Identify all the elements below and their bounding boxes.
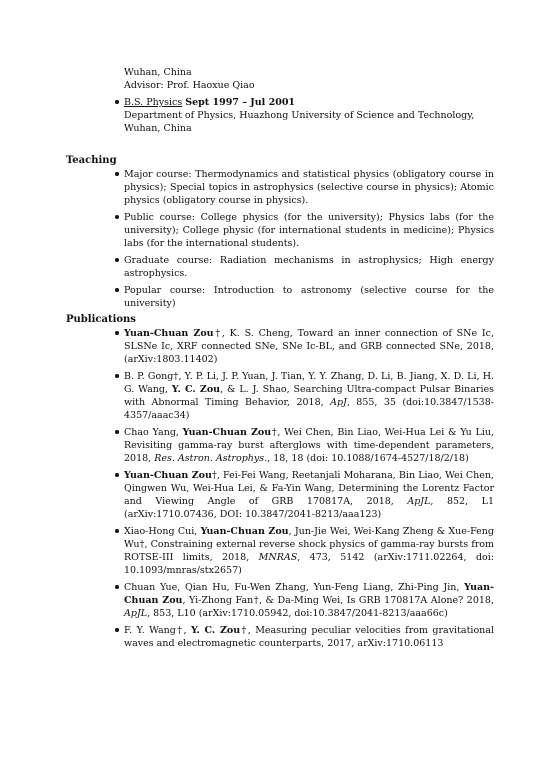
publication-text: F. Y. Wang†, [124,625,191,636]
author-highlight: Yuan-Chuan Zou [182,427,272,438]
teaching-list [124,168,494,314]
publication-text: Chuan Yue, Qian Hu, Fu-Wen Zhang, Yun-Feng Liang, Zhi-Ping Jin, [124,582,465,593]
publication-text: , 18, 18 (doi: 10.1088/1674-4527/18/2/18) [267,453,469,464]
author-highlight: Y. C. Zou [171,384,221,395]
bs-dates: Sept 1997 – Jul 2001 [185,97,296,108]
education-location: Wuhan, China [124,67,192,78]
publication-text: †, K. S. Cheng, Toward an inner connection of SNe Ic, SLSNe Ic, XRF connected SNe, SNe Ic-BL, and GRB connected SNe, 2018, (arXiv:1803.11402) [124,328,494,365]
bs-department: Department of Physics, Huazhong University of Science and Technology, Wuhan, China [124,110,475,134]
publication-text: , 855, 35 (doi:10.3847/1538-4357/aaac34) [124,397,494,421]
publication-text: , 852, L1 (arXiv:1710.07436, DOI: 10.3847/2041-8213/aaa123) [124,496,494,520]
teaching-item: Major course: Thermodynamics and statistical physics (obligatory course in physics); Special topics in astrophysics (selective course in physics); Atomic physics (obligatory course in physics). [124,169,494,206]
journal-name: Res. Astron. Astrophys. [154,453,268,464]
publication-item [124,327,494,366]
publication-text: , 853, L10 (arXiv:1710.05942, doi:10.3847/2041-8213/aaa66c) [147,608,448,619]
journal-name: ApJL [124,608,148,619]
publication-item [124,370,494,422]
publication-text: , Yi-Zhong Fan†, & Da-Ming Wei, Is GRB 170817A Alone? 2018, [182,595,494,606]
publication-text: , & L. J. Shao, Searching Ultra-compact Pulsar Binaries with Abnormal Timing Behavior, 2018, [124,384,494,408]
publication-text: Chao Yang, [124,427,183,438]
education-continued [124,66,504,135]
journal-name: ApJL [407,496,431,507]
teaching-item: Popular course: Introduction to astronomy (selective course for the university) [124,285,494,309]
publication-item [124,426,494,465]
author-highlight: Yuan-Chuan Zou [124,470,212,481]
publication-item [124,469,494,521]
teaching-item: Graduate course: Radiation mechanisms in astrophysics; High energy astrophysics. [124,255,494,279]
publications-heading: Publications [66,314,136,325]
author-highlight: Yuan-Chuan Zou [124,582,494,606]
publication-item [124,525,494,577]
publication-text: Xiao-Hong Cui, [124,526,201,537]
publication-text: †, Measuring peculiar velocities from gravitational waves and electromagnetic counterparts, 2017, arXiv:1710.06113 [124,625,494,649]
education-advisor: Advisor: Prof. Haoxue Qiao [124,80,255,91]
publications-list [124,327,494,654]
teaching-item: Public course: College physics (for the university); Physics labs (for the university); College physic (for international students in medicine); Physics labs (for the international students). [124,212,494,249]
publication-text: , Jun-Jie Wei, Wei-Kang Zheng & Xue-Feng Wu†, Constraining external reverse shock physics of gamma-ray bursts from ROTSE-III limits, 2018, [124,526,494,563]
bs-degree: B.S. Physics [124,97,183,108]
bullet-icon [115,100,119,104]
author-highlight: Yuan-Chuan Zou [200,526,289,537]
publication-text: , 473, 5142 (arXiv:1711.02264, doi: 10.1093/mnras/stx2657) [124,552,494,576]
author-highlight: Y. C. Zou [190,625,241,636]
publication-item [124,624,494,650]
author-highlight: Yuan-Chuan Zou [124,328,214,339]
education-bs-entry [124,96,504,135]
publication-item [124,581,494,620]
journal-name: ApJ [330,397,347,408]
teaching-heading: Teaching [66,155,117,166]
journal-name: MNRAS [258,552,298,563]
publication-text: B. P. Gong†, Y. P. Li, J. P. Yuan, J. Tian, Y. Y. Zhang, D. Li, B. Jiang, X. D. Li, H. G. Wang, [124,371,494,395]
publication-text: †, Fei-Fei Wang, Reetanjali Moharana, Bin Liao, Wei Chen, Qingwen Wu, Wei-Hua Lei, & Fa-Yin Wang, Determining the Lorentz Factor and Viewing Angle of GRB 170817A, 2018, [124,470,495,507]
publication-text: †, Wei Chen, Bin Liao, Wei-Hua Lei & Yu Liu, Revisiting gamma-ray burst afterglows with time-dependent parameters, 2018, [124,427,495,464]
